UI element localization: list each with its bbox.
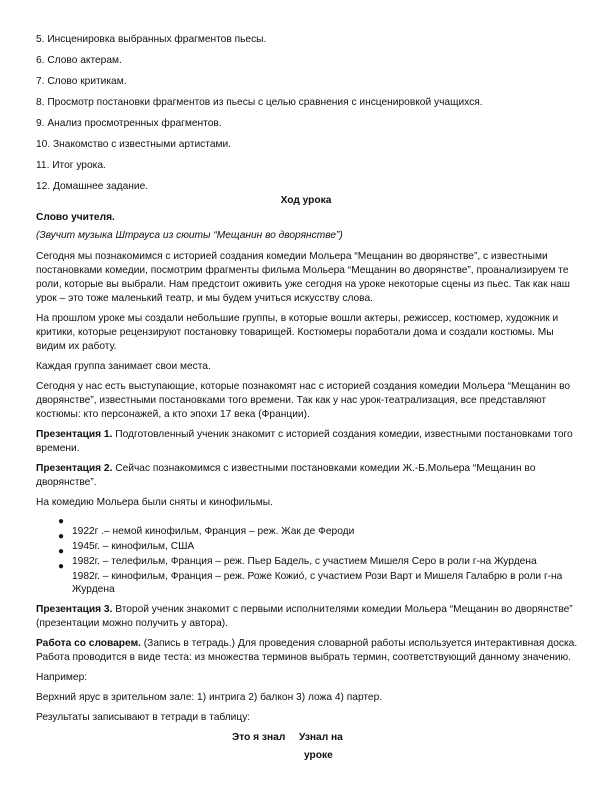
list-item: 10. Знакомство с известными артистами. — [36, 139, 232, 150]
presentation-1 — [36, 427, 573, 442]
presentation-label: Презентация 1. — [36, 429, 113, 440]
paragraph-line: роли, которые вы выбрали. Нам предстоит оживить уже сегодня на уроке некоторые сцены из пьес. Так как наш — [36, 279, 570, 290]
list-item: 8. Просмотр постановки фрагментов из пьесы с целью сравнения с инсценировкой учащихся. — [36, 97, 483, 108]
film-item: 1922г .– немой кинофильм, Франция – реж. Жак де Фероди — [72, 526, 355, 538]
table-col-learned: Узнал на — [299, 732, 343, 743]
presentation-label: Презентация 3. — [36, 604, 113, 615]
list-item: 12. Домашнее задание. — [36, 181, 149, 192]
list-item: 7. Слово критикам. — [36, 76, 127, 87]
paragraph-line: костюмы: кто персонажей, а кто эпохи 17 века (Франции). — [36, 409, 310, 420]
film-item: 1945г. – кинофильм, США — [72, 541, 195, 553]
paragraph-line: урок – это тоже маленький театр, и мы будем учиться искусству слова. — [36, 293, 373, 304]
paragraph-line: критики, которые рецензируют постановку товарищей. Костюмеры поработали дома и создали костюмы. Мы — [36, 327, 554, 338]
vocabulary-work — [36, 636, 577, 651]
list-item: 6. Слово актерам. — [36, 55, 122, 66]
list-item: 11. Итог урока. — [36, 160, 106, 171]
paragraph-line: видим их работу. — [36, 341, 117, 352]
vocabulary-label: Работа со словарем. — [36, 638, 141, 649]
bullet-icon: ● — [58, 531, 65, 542]
bullet-icon: ● — [58, 546, 65, 557]
table-col-learned-line2: уроке — [304, 750, 333, 761]
bullet-icon: ● — [58, 516, 65, 527]
music-note: (Звучит музыка Штрауса из сюиты “Мещанин во дворянстве”) — [36, 230, 343, 241]
paragraph-line: дворянстве”. — [36, 477, 97, 488]
vocabulary-text: (Запись в тетрадь.) Для проведения словарной работы используется интерактивная доска. — [140, 638, 578, 649]
test-question: Верхний ярус в зрительном зале: 1) интрига 2) балкон 3) ложа 4) партер. — [36, 692, 383, 703]
films-intro: На комедию Мольера были сняты и кинофильмы. — [36, 497, 273, 508]
bullet-icon: ● — [58, 561, 65, 572]
film-item: 1982г. – кинофильм, Франция – реж. Роже Кожио́, с участием Рози Варт и Мишеля Галабрю в роли г-на — [72, 571, 563, 583]
table-col-known: Это я знал — [232, 732, 286, 743]
results-intro: Результаты записывают в тетради в таблицу: — [36, 712, 251, 723]
example-label: Например: — [36, 672, 88, 683]
presentation-2 — [36, 461, 535, 476]
paragraph-line: времени. — [36, 443, 80, 454]
list-item: 9. Анализ просмотренных фрагментов. — [36, 118, 222, 129]
presentation-label: Презентация 2. — [36, 463, 113, 474]
paragraph-line: На прошлом уроке мы создали небольшие группы, в которые вошли актеры, режиссер, костюмер, художник и — [36, 313, 559, 324]
section-heading: Ход урока — [280, 195, 332, 206]
presentation-text: Второй ученик знакомит с первыми исполнителями комедии Мольера “Мещанин во дворянстве” — [112, 604, 573, 615]
film-item: 1982г. – телефильм, Франция – реж. Пьер Бадель, с участием Мишеля Серо в роли г-на Журдена — [72, 556, 537, 568]
paragraph-line: постановками комедии, посмотрим фрагменты фильма Мольера “Мещанин во дворянстве”, проанализируем те — [36, 265, 569, 276]
list-item: 5. Инсценировка выбранных фрагментов пьесы. — [36, 34, 267, 45]
presentation-3 — [36, 602, 573, 617]
film-item-continued: Журдена — [72, 584, 115, 596]
presentation-text: Подготовленный ученик знакомит с историей создания комедии, известными постановками того — [112, 429, 573, 440]
presentation-text: Сейчас познакомимся с известными постановками комедии Ж.-Б.Мольера “Мещанин во — [112, 463, 536, 474]
teacher-word-heading: Слово учителя. — [36, 212, 115, 223]
paragraph-line: (презентации можно получить у автора). — [36, 618, 228, 629]
paragraph-line: Каждая группа занимает свои места. — [36, 361, 211, 372]
paragraph-line: Сегодня у нас есть выступающие, которые познакомят нас с историей создания комедии Мольера “Мещанин во — [36, 381, 571, 392]
paragraph-line: дворянстве”, известными постановками того времени. Так как у нас урок-театрализация, все представляют — [36, 395, 547, 406]
paragraph-line: Работа проводится в виде теста: из множества терминов выбрать термин, соответствующий данному значению. — [36, 652, 572, 663]
paragraph-line: Сегодня мы познакомимся с историей создания комедии Мольера “Мещанин во дворянстве”, с известными — [36, 251, 548, 262]
